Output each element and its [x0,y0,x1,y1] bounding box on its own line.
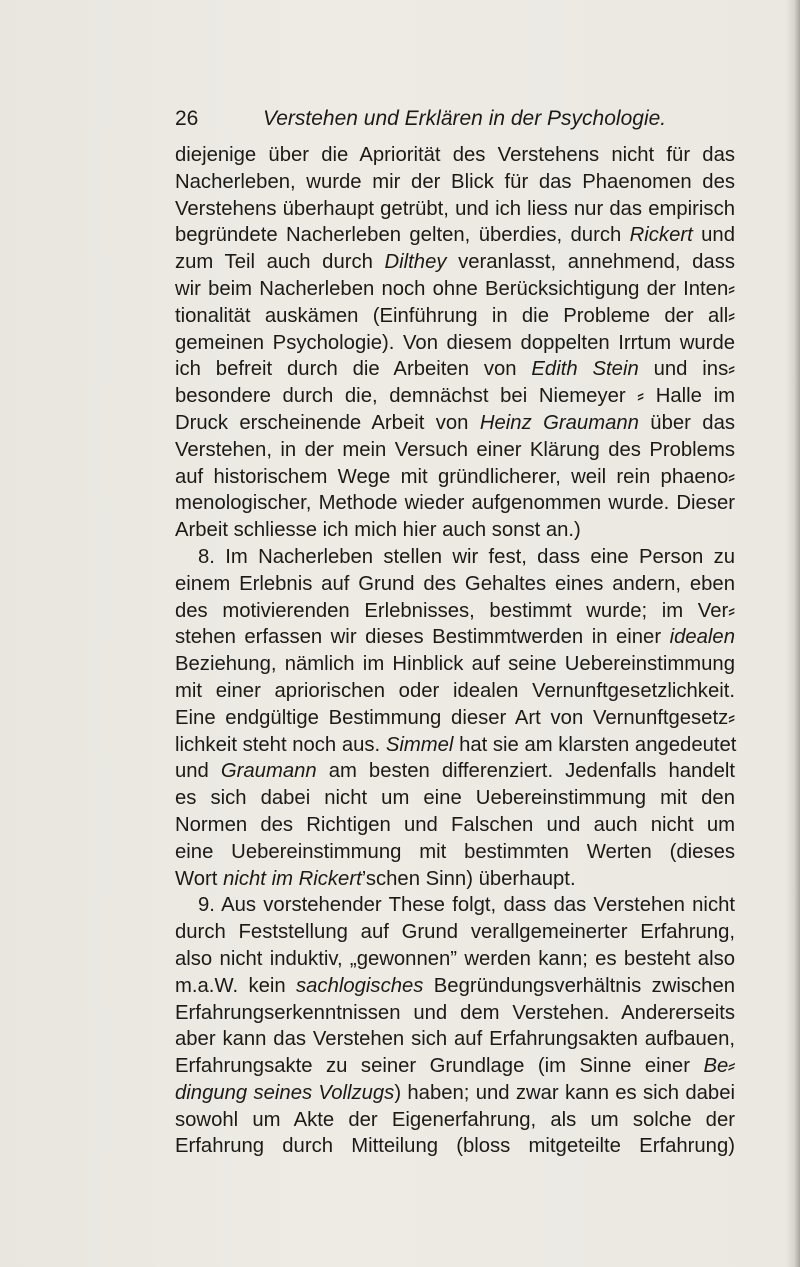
text-line: sowohl um Akte der Eigenerfahrung, als um solche der [175,1108,735,1131]
emphasis-term: idealen [669,626,735,649]
text-span: m.a.W. kein [175,974,297,997]
page-number: 26 [175,107,199,130]
emphasis-name: Graumann [220,760,317,783]
text-line: 9. Aus vorstehender These folgt, dass das Verstehen nicht [198,894,735,917]
text-span: begründete Nacherleben gelten, überdies, durch [175,224,630,247]
text-line: Verstehen, in der mein Versuch einer Klärung des Problems [175,438,735,461]
text-line [175,866,735,893]
text-line [175,410,735,437]
text-line: Eine endgültige Bestimmung dieser Art von Vernunftgesetz⸗ [175,706,735,729]
text-line: Beziehung, nämlich im Hinblick auf seine Uebereinstimmung [175,653,735,676]
text-span: lichkeit steht noch aus. [175,733,386,756]
text-line: Arbeit schliesse ich mich hier auch sonst an.) [175,519,581,542]
text-line: des motivierenden Erlebnisses, bestimmt wurde; im Ver⸗ [175,599,735,622]
emphasis-name: Simmel [385,733,454,756]
emphasis-name: Dilthey [384,251,447,274]
text-span: und [175,760,221,783]
text-span: ich befreit durch die Arbeiten von [175,358,532,381]
text-line: auf historischem Wege mit gründlicherer, weil rein phaeno⸗ [175,465,735,488]
text-span: Erfahrungsakte zu seiner Grundlage (im Sinne einer [175,1055,704,1078]
text-line: menologischer, Methode wieder aufgenommen wurde. Dieser [175,492,735,515]
text-line: einem Erlebnis auf Grund des Gehaltes eines andern, eben [175,572,735,595]
text-line [175,249,735,276]
text-line [175,758,735,785]
text-span: und [692,224,735,247]
body-text [175,142,735,1160]
text-line: besondere durch die, demnächst bei Niemeyer ⸗ Halle im [175,385,735,408]
text-line: diejenige über die Apriorität des Verstehens nicht für das [175,144,735,166]
emphasis-term: dingung seines Vollzugs [175,1081,395,1104]
text-line: Nacherleben, wurde mir der Blick für das Phaenomen des [175,170,735,193]
text-span: zum Teil auch durch [175,251,385,274]
text-span: und ins⸗ [638,358,735,381]
text-span: Begründungsverhältnis zwischen [423,974,735,997]
text-line: Erfahrung durch Mitteilung (bloss mitgeteilte Erfahrung) [175,1135,735,1158]
text-span: ’schen Sinn) überhaupt. [361,867,576,890]
running-title: Verstehen und Erklären in der Psychologie. [263,107,667,130]
text-line [175,356,735,383]
text-span: am besten differenziert. Jedenfalls handelt [316,760,735,783]
text-line [175,624,735,651]
emphasis-name: Rickert [629,224,693,247]
text-span: hat sie am klarsten angedeutet [453,733,737,756]
emphasis-phrase: nicht im Rickert [223,867,362,890]
text-line: es sich dabei nicht um eine Uebereinstimmung mit den [175,787,735,810]
text-line: 8. Im Nacherleben stellen wir fest, dass eine Person zu [198,545,735,568]
text-line [175,1080,735,1107]
text-line: mit einer apriorischen oder idealen Vernunftgesetzlichkeit. [175,679,735,702]
text-span: über das [638,411,735,434]
text-line: eine Uebereinstimmung mit bestimmten Werten (dieses [175,840,735,863]
text-line: Verstehens überhaupt getrübt, und ich liess nur das empirisch [175,197,735,220]
text-line [175,222,735,249]
emphasis-name: Edith Stein [531,358,639,381]
text-line: wir beim Nacherleben noch ohne Berücksichtigung der Inten⸗ [175,277,735,300]
text-line [175,732,735,759]
text-line: aber kann das Verstehen sich auf Erfahrungsakten aufbauen, [175,1028,735,1051]
text-line: tionalität auskämen (Einführung in die Probleme der all⸗ [175,304,735,327]
page-edge-shadow [786,0,800,1267]
text-span: Druck erscheinende Arbeit von [175,411,480,434]
text-line: gemeinen Psychologie). Von diesem doppelten Irrtum wurde [175,331,735,354]
text-line: Erfahrungserkenntnissen und dem Verstehen. Andererseits [175,1001,735,1024]
text-line: also nicht induktiv, „gewonnen” werden kann; es besteht also [175,947,735,970]
text-span: veranlasst, annehmend, dass [446,251,735,274]
text-line: durch Feststellung auf Grund verallgemeinerter Erfahrung, [175,921,735,944]
emphasis-name: Heinz Graumann [479,411,639,434]
text-line [175,973,735,1000]
emphasis-term: Be⸗ [703,1055,735,1078]
text-span: ) haben; und zwar kann es sich dabei [394,1081,735,1104]
text-line: Normen des Richtigen und Falschen und auch nicht um [175,813,735,836]
text-span: Wort [175,867,224,890]
text-line [175,1053,735,1080]
emphasis-term: sachlogisches [296,974,424,997]
text-span: stehen erfassen wir dieses Bestimmtwerden in einer [175,626,670,649]
